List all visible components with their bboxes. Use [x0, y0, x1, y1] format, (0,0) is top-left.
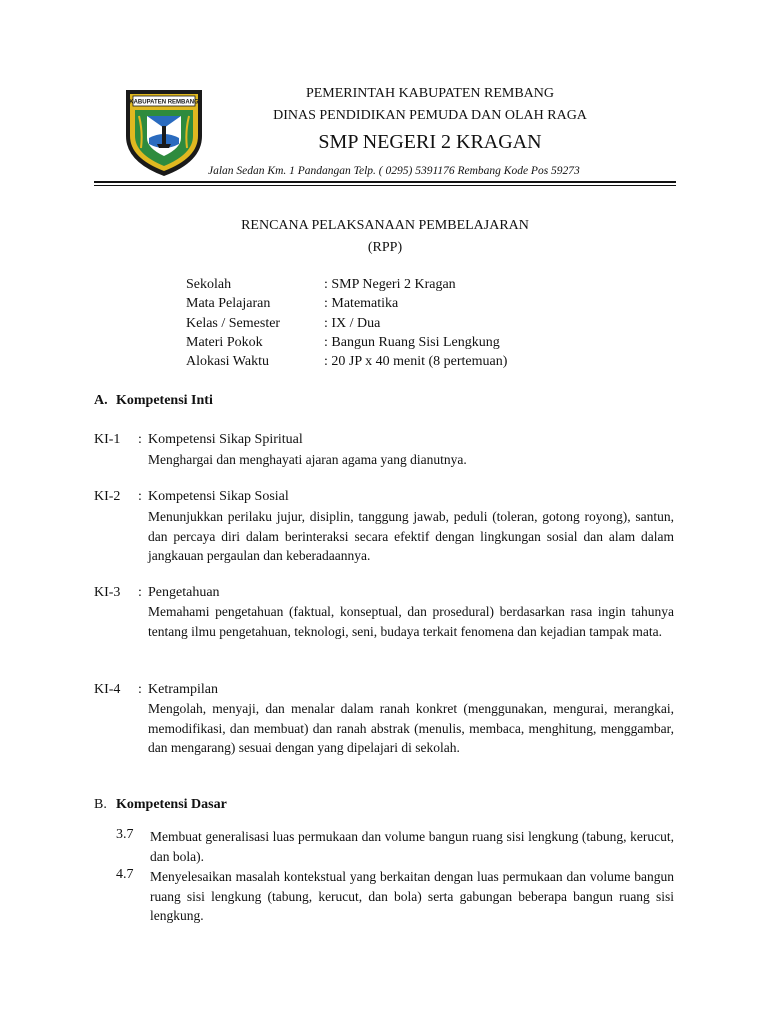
letterhead-government: PEMERINTAH KABUPATEN REMBANG [305, 86, 555, 101]
kd-description: Membuat generalisasi luas permukaan dan volume bangun ruang sisi lengkung (tabung, kerucut, dan bola). [150, 829, 674, 864]
kd-description: Menyelesaikan masalah kontekstual yang berkaitan dengan luas permukaan dan volume bangun ruang sisi lengkung (tabung, kerucut, dan bola) serta gabungan beberapa bangun ruang sisi lengkung. [150, 869, 674, 923]
ki-title: Pengetahuan [148, 585, 220, 600]
info-value: : IX / Dua [324, 316, 381, 331]
section-letter: B. [94, 797, 107, 812]
info-label: Kelas / Semester [186, 316, 281, 331]
ki-description: Mengolah, menyaji, dan menalar dalam ranah konkret (menggunakan, mengurai, merangkai, memodifikasi, dan membuat) dan ranah abstrak (menulis, membaca, menghitung, menggambar, dan mengarang) sesuai dengan yang dipelajari di sekolah. [148, 701, 674, 755]
ki-code: KI-4 [94, 682, 121, 697]
info-value: : Bangun Ruang Sisi Lengkung [324, 335, 500, 350]
info-value: : Matematika [324, 296, 399, 311]
letterhead-department: DINAS PENDIDIKAN PEMUDA DAN OLAH RAGA [273, 108, 587, 123]
info-value: : SMP Negeri 2 Kragan [324, 277, 456, 292]
document-subtitle: (RPP) [367, 240, 403, 255]
section-b-heading [94, 797, 227, 813]
section-title: Kompetensi Dasar [116, 797, 227, 812]
kd-number: 3.7 [116, 827, 134, 842]
document-title: RENCANA PELAKSANAAN PEMBELAJARAN [241, 218, 529, 233]
letterhead-divider-thin [94, 185, 676, 186]
ki-colon: : [138, 432, 142, 447]
ki-description: Menunjukkan perilaku jujur, disiplin, tanggung jawab, peduli (toleran, gotong royong), santun, dan percaya diri dalam berinteraksi secara efektif dengan lingkungan sosial dan alam dalam jangkauan pergaulan dan keberadaannya. [148, 509, 674, 563]
logo-caption: KABUPATEN REMBANG [129, 99, 199, 106]
info-label: Sekolah [186, 277, 232, 292]
ki-colon: : [138, 682, 142, 697]
ki-colon: : [138, 489, 142, 504]
ki-code: KI-2 [94, 489, 121, 504]
ki-description: Menghargai dan menghayati ajaran agama yang dianutnya. [148, 452, 467, 467]
letterhead-school-name: SMP NEGERI 2 KRAGAN [318, 131, 542, 153]
info-label: Mata Pelajaran [186, 296, 271, 311]
ki-title: Ketrampilan [148, 682, 218, 697]
info-label: Alokasi Waktu [186, 354, 269, 369]
section-a-heading [94, 393, 213, 409]
ki-code: KI-3 [94, 585, 121, 600]
regency-emblem-logo [123, 86, 205, 178]
ki-colon: : [138, 585, 142, 600]
section-letter: A. [94, 393, 108, 408]
letterhead-divider [94, 181, 676, 183]
ki-description: Memahami pengetahuan (faktual, konseptual, dan prosedural) berdasarkan rasa ingin tahunya tentang ilmu pengetahuan, teknologi, seni, budaya terkait fenomena dan kejadian tampak mata. [148, 604, 674, 639]
info-label: Materi Pokok [186, 335, 263, 350]
section-title: Kompetensi Inti [116, 393, 213, 408]
letterhead-address: Jalan Sedan Km. 1 Pandangan Telp. ( 0295) 5391176 Rembang Kode Pos 59273 [208, 165, 580, 177]
ki-title: Kompetensi Sikap Sosial [148, 489, 289, 504]
ki-code: KI-1 [94, 432, 121, 447]
ki-title: Kompetensi Sikap Spiritual [148, 432, 303, 447]
info-value: : 20 JP x 40 menit (8 pertemuan) [324, 354, 508, 369]
kd-number: 4.7 [116, 867, 134, 882]
